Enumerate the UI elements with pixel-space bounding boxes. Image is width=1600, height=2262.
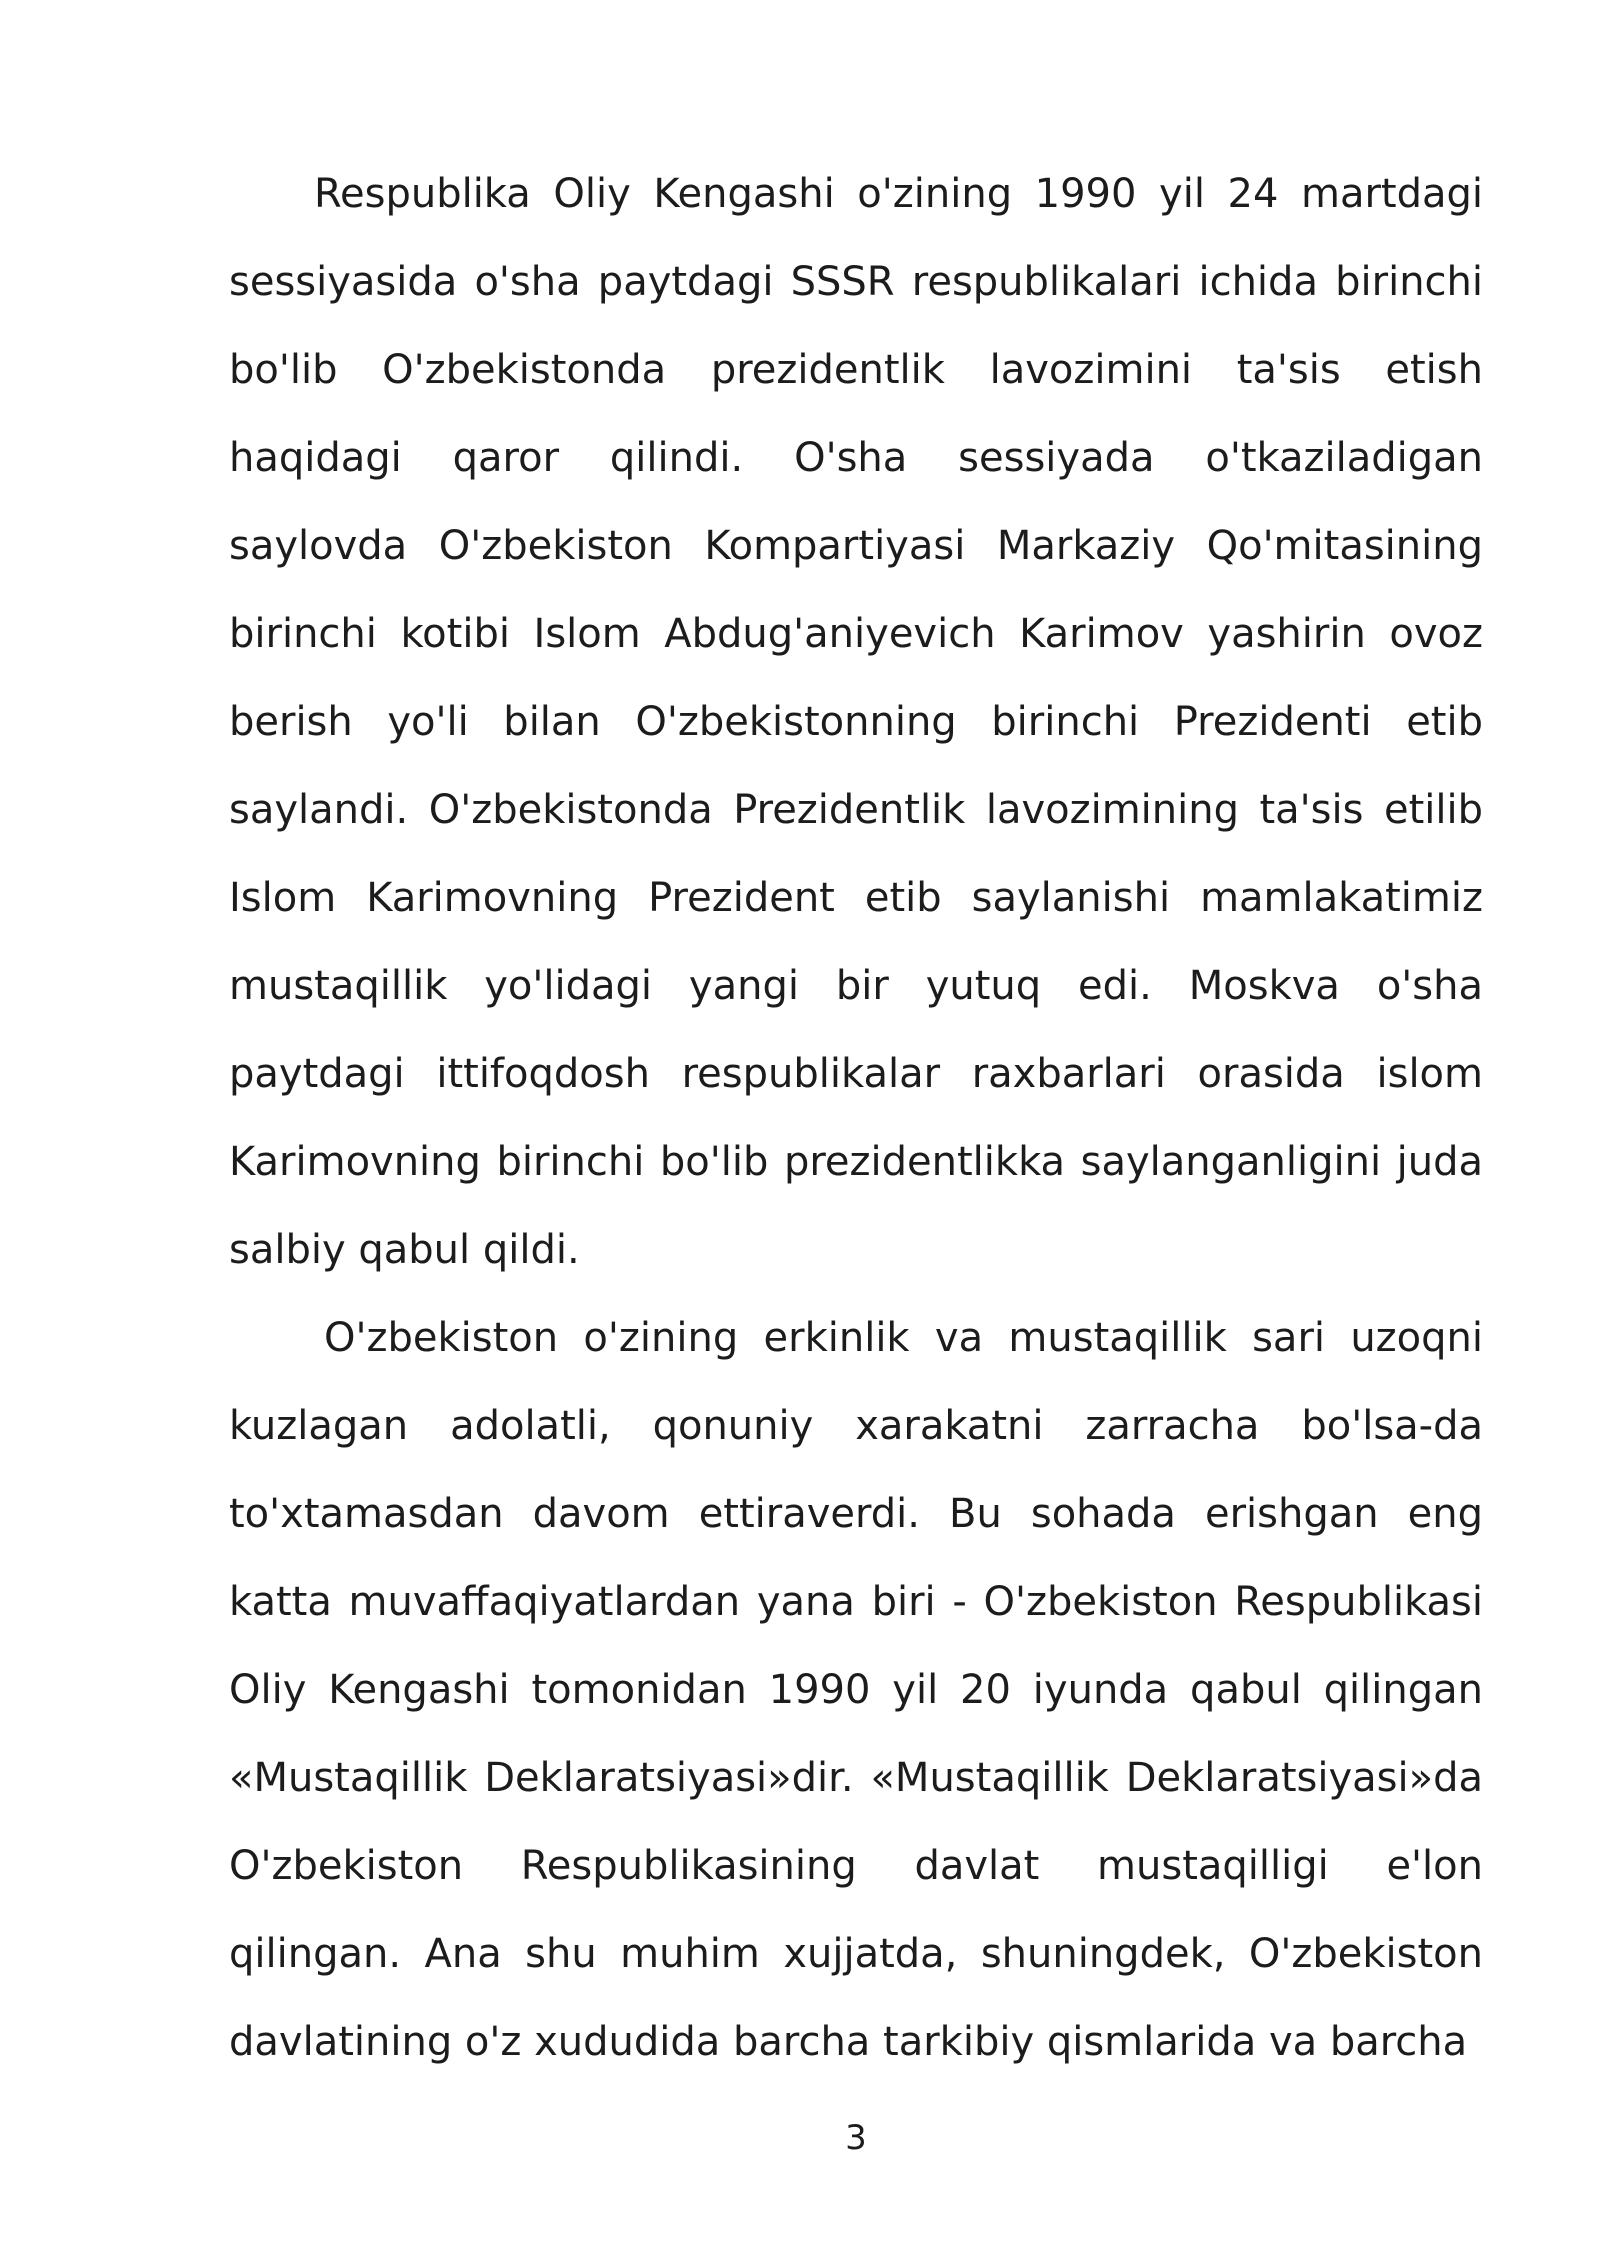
page-number: 3 <box>845 2118 867 2158</box>
body-text <box>229 150 1483 2086</box>
paragraph-2: O'zbekiston o'zining erkinlik va mustaqillik sari uzoqni kuzlagan adolatli, qonuniy xarakatni zarracha bo'lsa-da to'xtamasdan davom ettiraverdi. Bu sohada erishgan eng katta muvaffaqiyatlardan yana biri - O'zbekiston Respublikasi Oliy Kengashi tomonidan 1990 yil 20 iyunda qabul qilingan «Mustaqillik Deklaratsiyasi»dir. «Mustaqillik Deklaratsiyasi»da O'zbekiston Respublikasining davlat mustaqilligi e'lon qilingan. Ana shu muhim xujjatda, shuningdek, O'zbekiston davlatining o'z xududida barcha tarkibiy qismlarida va barcha <box>229 1315 1483 2065</box>
paragraph-1: Respublika Oliy Kengashi o'zining 1990 yil 24 martdagi sessiyasida o'sha paytdagi SSSR respublikalari ichida birinchi bo'lib O'zbekistonda prezidentlik lavozimini ta'sis etish haqidagi qaror qilindi. O'sha sessiyada o'tkaziladigan saylovda O'zbekiston Kompartiyasi Markaziy Qo'mitasining birinchi kotibi Islom Abdug'aniyevich Karimov yashirin ovoz berish yo'li bilan O'zbekistonning birinchi Prezidenti etib saylandi. O'zbekistonda Prezidentlik lavozimining ta'sis etilib Islom Karimovning Prezident etib saylanishi mamlakatimiz mustaqillik yo'lidagi yangi bir yutuq edi. Moskva o'sha paytdagi ittifoqdosh respublikalar raxbarlari orasida islom Karimovning birinchi bo'lib prezidentlikka saylanganligini juda salbiy qabul qildi. <box>229 171 1483 1273</box>
